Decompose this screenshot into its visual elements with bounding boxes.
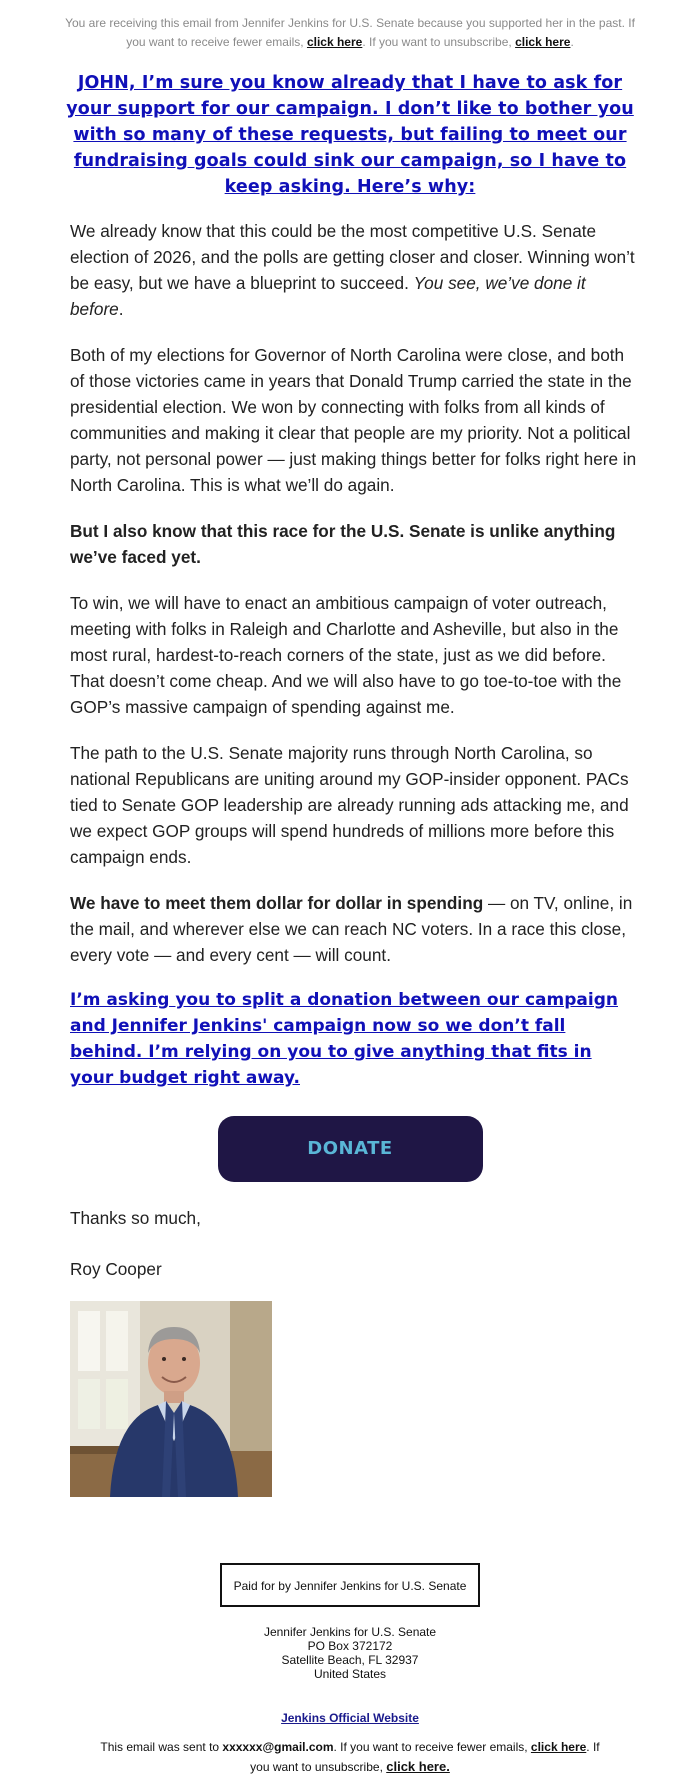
footer-text-2: . If you want to receive fewer emails, xyxy=(333,1740,531,1754)
paragraph-3-bold: But I also know that this race for the U.S. Senate is unlike anything we’ve faced yet. xyxy=(70,521,616,567)
donation-ask-link[interactable]: I’m asking you to split a donation between our campaign and Jennifer Jenkins' campaign now so we don’t fall behind. I’m relying on you to give anything that fits in your budget right away. xyxy=(70,990,618,1088)
website-row xyxy=(0,1711,700,1725)
portrait-illustration xyxy=(70,1301,272,1497)
paragraph-5: The path to the U.S. Senate majority runs through North Carolina, so national Republicans are uniting around my GOP-insider opponent. PACs tied to Senate GOP leadership are already running ads attacking me, and we expect GOP groups will spend hundreds of millions more before this campaign ends. xyxy=(70,743,629,867)
paragraph-1-end: . xyxy=(118,299,124,319)
footer-notice xyxy=(0,1738,700,1777)
top-notice-end: . xyxy=(570,35,574,49)
top-notice-text: You are receiving this email from Jennifer Jenkins for U.S. Senate because you supported her in the past. If you want to receive fewer emails, xyxy=(65,16,635,49)
headline-link[interactable]: JOHN, I’m sure you know already that I have to ask for your support for our campaign. I don’t like to bother you with so many of these requests, but failing to meet our fundraising goals could sink our campaign, so I have to keep asking. Here’s why: xyxy=(66,73,634,197)
paid-for-row xyxy=(0,1563,700,1607)
footer-unsubscribe-link[interactable]: click here. xyxy=(386,1759,450,1774)
address-line: Jennifer Jenkins for U.S. Senate xyxy=(263,1625,437,1639)
paragraph-1-italic: You see, we’ve done it before xyxy=(70,273,586,319)
letter-body xyxy=(0,218,700,1091)
fewer-emails-link[interactable]: click here xyxy=(306,35,363,49)
paragraph-1-text: We already know that this could be the most competitive U.S. Senate election of 2026, and the polls are getting closer and closer. Winning won’t be easy, but we have a blueprint to succeed. xyxy=(70,221,635,293)
signer-photo xyxy=(70,1301,272,1497)
paragraph-6-bold: We have to meet them dollar for dollar in spending xyxy=(70,893,484,913)
footer-fewer-emails-link[interactable]: click here xyxy=(530,1740,587,1754)
signature: Roy Cooper xyxy=(70,1259,162,1279)
address-line: United States xyxy=(313,1667,387,1681)
donate-button[interactable]: DONATE xyxy=(218,1116,483,1182)
mailing-address xyxy=(0,1625,700,1681)
top-notice xyxy=(0,0,700,52)
paid-for-box: Paid for by Jennifer Jenkins for U.S. Senate xyxy=(220,1563,480,1607)
address-line: PO Box 372172 xyxy=(307,1639,393,1653)
paragraph-6 xyxy=(70,890,637,968)
recipient-email: xxxxxx@gmail.com xyxy=(222,1740,334,1754)
top-notice-text-2: . If you want to unsubscribe, xyxy=(362,35,516,49)
closing xyxy=(0,1205,700,1282)
unsubscribe-link[interactable]: click here xyxy=(515,35,571,49)
address-line: Satellite Beach, FL 32937 xyxy=(281,1653,419,1667)
paragraph-4: To win, we will have to enact an ambitious campaign of voter outreach, meeting with folks in Raleigh and Charlotte and Asheville, but also in the most rural, hardest-to-reach corners of the state, just as we did before. That doesn’t come cheap. And we will also have to go toe-to-toe with the GOP’s massive campaign of spending against me. xyxy=(70,593,622,717)
footer-sent-text: This email was sent to xyxy=(100,1740,223,1754)
donate-button-row xyxy=(0,1116,700,1182)
thanks-text: Thanks so much, xyxy=(70,1208,201,1228)
paragraph-3 xyxy=(70,518,637,570)
paragraph-2: Both of my elections for Governor of North Carolina were close, and both of those victories came in years that Donald Trump carried the state in the presidential election. We won by connecting with folks from all kinds of communities and making it clear that people are my priority. Not a political party, not personal power — just making things better for folks right here in North Carolina. This is what we’ll do again. xyxy=(70,345,637,495)
footer-text-3: . If you want to unsubscribe, xyxy=(250,1740,600,1774)
official-website-link[interactable]: Jenkins Official Website xyxy=(281,1711,419,1725)
paragraph-6-text: — on TV, online, in the mail, and wherever else we can reach NC voters. In a race this close, every vote — and every cent — will count. xyxy=(70,893,633,965)
paragraph-1 xyxy=(70,218,637,322)
